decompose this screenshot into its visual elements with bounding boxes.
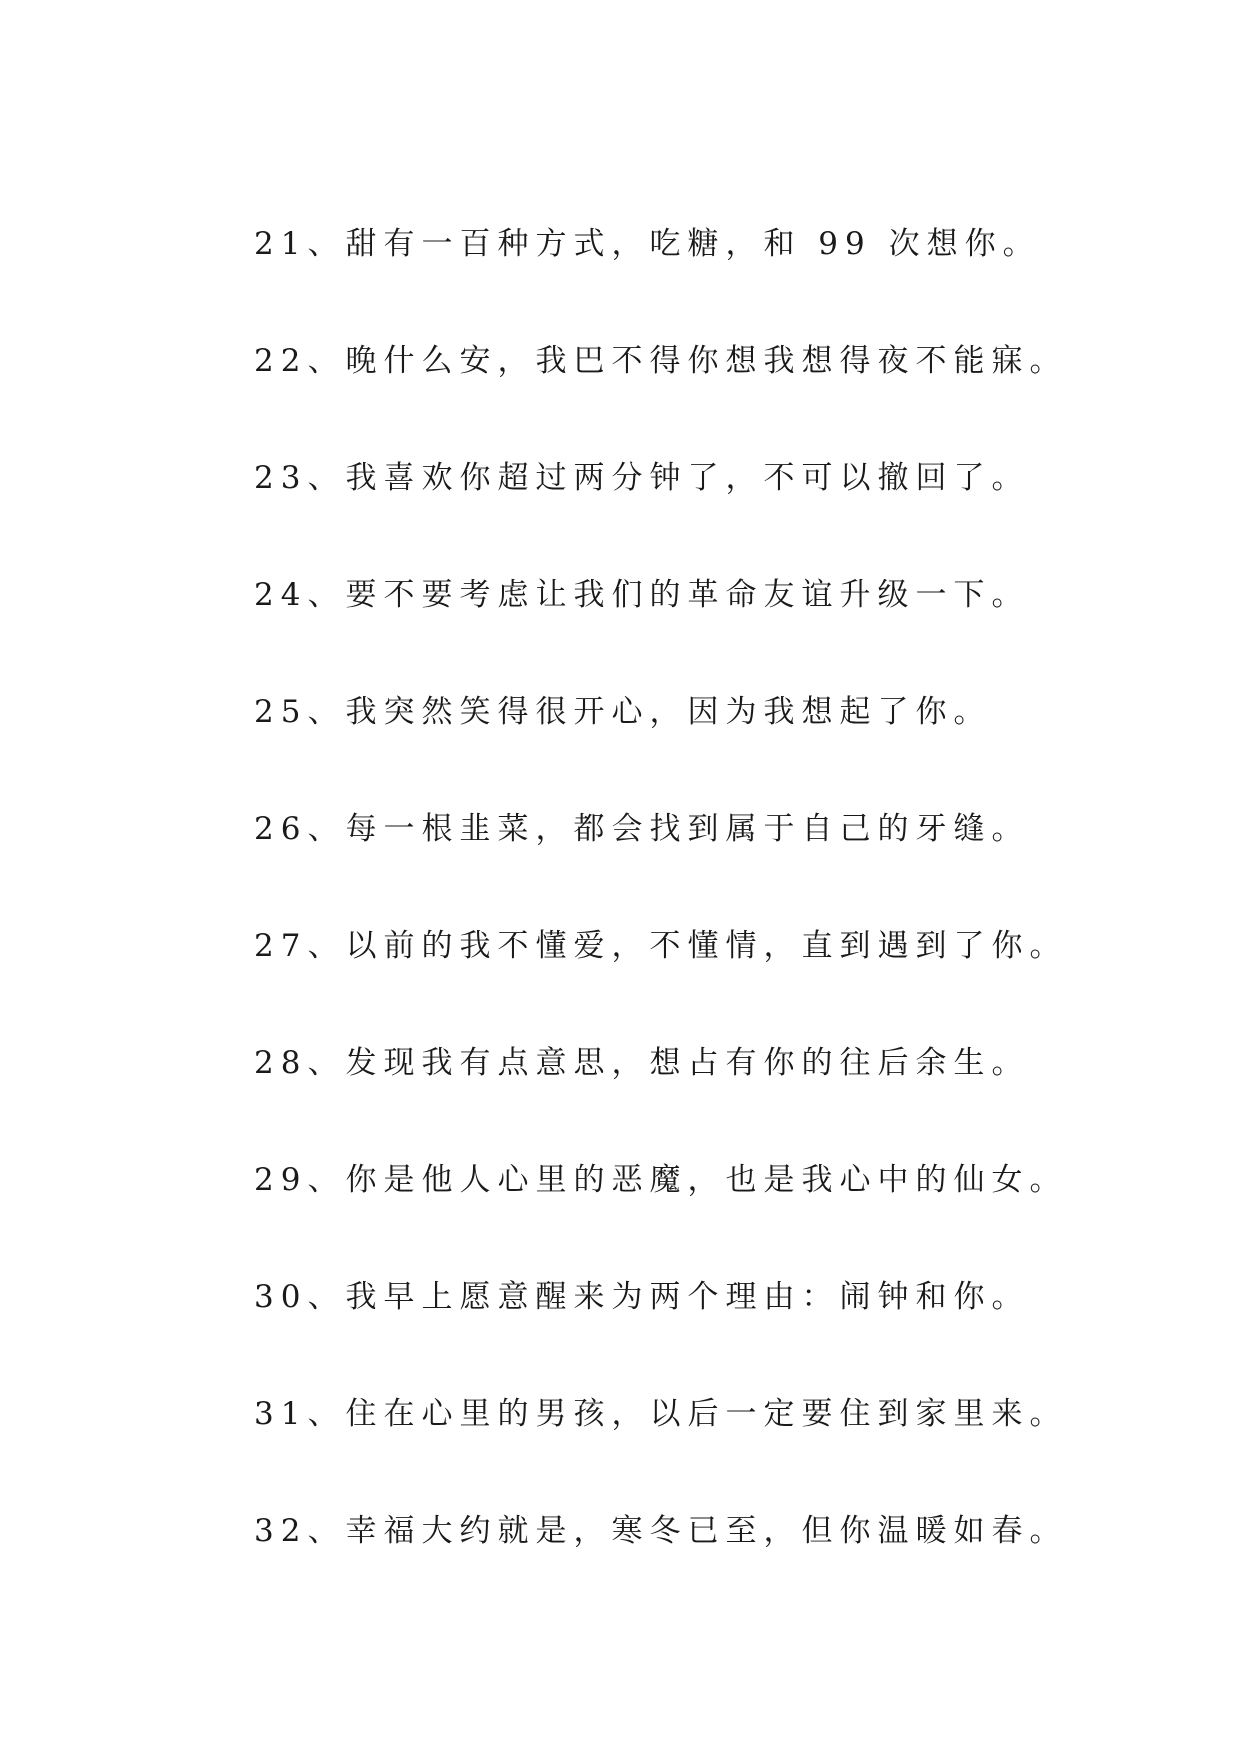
list-item: 32、幸福大约就是，寒冬已至，但你温暖如春。	[254, 1513, 1068, 1549]
list-item: 27、以前的我不懂爱，不懂情，直到遇到了你。	[254, 928, 1068, 964]
list-item: 31、住在心里的男孩，以后一定要住到家里来。	[254, 1396, 1068, 1432]
numbered-list	[254, 218, 1154, 1622]
list-item: 24、要不要考虑让我们的革命友谊升级一下。	[254, 577, 1030, 613]
list-item: 25、我突然笑得很开心，因为我想起了你。	[254, 694, 992, 730]
list-item: 29、你是他人心里的恶魔，也是我心中的仙女。	[254, 1162, 1068, 1198]
list-item: 28、发现我有点意思，想占有你的往后余生。	[254, 1045, 1030, 1081]
list-item: 26、每一根韭菜，都会找到属于自己的牙缝。	[254, 811, 1030, 847]
list-item: 22、晚什么安，我巴不得你想我想得夜不能寐。	[254, 343, 1068, 379]
list-item: 21、甜有一百种方式，吃糖，和 99 次想你。	[254, 226, 1041, 262]
list-item: 30、我早上愿意醒来为两个理由：闹钟和你。	[254, 1279, 1030, 1315]
list-item: 23、我喜欢你超过两分钟了，不可以撤回了。	[254, 460, 1030, 496]
